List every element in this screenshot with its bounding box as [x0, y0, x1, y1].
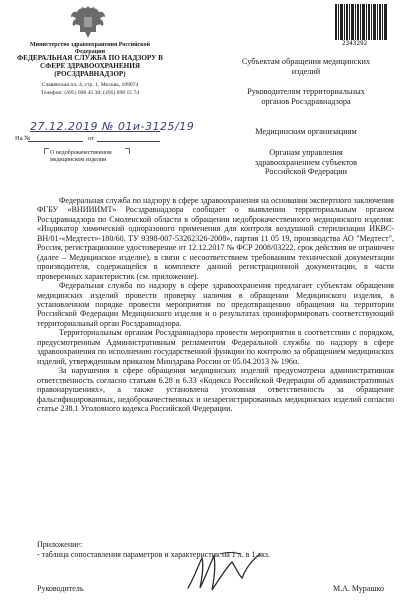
- phone-line: Телефон: (495) 698 45 38; (495) 698 15 74: [40, 89, 140, 96]
- agency-address: [15, 82, 165, 97]
- body-paragraph-4: За нарушения в сфере обращения медицинских изделий предусмотрена административная ответственность согласно статьям 6.28 и 6.33 «Кодекса Российской Федерации об административных правонарушениях», а также установлена уголовная ответственность за обращение фальсифицированных, недоброкачественных и незарегистрированных медицинских изделий согласно статье 238.1 Уголовного кодекса Российской Федерации.: [37, 366, 394, 413]
- attachment-label: Приложение:: [37, 540, 83, 549]
- letter-subject: О недоброкачественном медицинском изделии: [50, 150, 112, 163]
- barcode-number: 2343292: [342, 40, 368, 47]
- agency-name: ФЕДЕРАЛЬНАЯ СЛУЖБА ПО НАДЗОРУ В СФЕРЕ ЗДРАВООХРАНЕНИЯ (РОСЗДРАВНАДЗОР): [17, 54, 163, 78]
- recipient-3: Медицинским организациям: [255, 127, 357, 136]
- address-line: Славянская пл. 4, стр. 1, Москва, 109074: [41, 82, 139, 88]
- ot-label: от: [88, 135, 95, 142]
- signer-name: М.А. Мурашко: [333, 584, 384, 593]
- date-underline: [30, 131, 160, 132]
- na-underline: [28, 141, 83, 142]
- signer-position: Руководитель: [37, 584, 84, 593]
- ot-underline: [97, 141, 160, 142]
- barcode: [335, 4, 387, 40]
- body-paragraph-1: Федеральная служба по надзору в сфере здравоохранения на основании экспертного заключения ФГБУ «ВНИИИМТ» Росздравнадзора сообщает о выявлении территориальным органом Росздравнадзора по Смоленской области в обращении недоброкачественного медицинского изделия: «Индикатор химический одноразового применения для контроля воздушной стерилизации ИКВС-ВН/01-«Медтест»-180/60. ТУ 9398-007-53262326-2008», партия 11 05 19, производства АО "Медтест", Россия, регистрационное удостоверение от 12.12.2017 № ФСР 2008/03222, срок действия не ограничен (далее – Медицинское изделие), в связи с несоответствием требованиям технической документации производителя, содержащейся в комплекте данной регистрационной документации, в части проверенных характеристик (см. приложение).: [37, 196, 394, 281]
- recipient-4: Органам управления здравоохранением субъектов Российской Федерации: [254, 148, 358, 176]
- body-paragraph-3: Территориальным органам Росздравнадзора провести мероприятия в соответствии с порядком, предусмотренным Административным регламентом Федеральной службы по надзору в сфере здравоохранения по исполнению государственной функции по контролю за обращением медицинских изделий, утвержденным приказом Минздрава России от 05.04.2013 № 196н.: [37, 328, 394, 366]
- attachment-item: - таблица сопоставления параметров и характеристик на 1 л. в 1 экз.: [37, 550, 270, 559]
- letter-body: [37, 196, 394, 413]
- na-label: На №: [15, 135, 31, 142]
- recipient-1: Субъектам обращения медицинских изделий: [241, 57, 371, 76]
- handwritten-signature: [180, 548, 270, 596]
- handwritten-date-number: 27.12.2019 № 01и-3125/19: [30, 120, 195, 133]
- recipient-2: Руководителям территориальных органов Росздравнадзора: [247, 87, 365, 106]
- coat-of-arms-emblem: [67, 5, 109, 39]
- ministry-name: Министерство здравоохранения Российской Федерации: [29, 42, 151, 55]
- body-paragraph-2: Федеральная служба по надзору в сфере здравоохранения предлагает субъектам обращения медицинских изделий провести проверку наличия в обращении Медицинского изделия, в установленном порядке провести мероприятия по предотвращению обращения на территории Российской Федерации Медицинского изделия и о результатах проинформировать соответствующий территориальный орган Росздравнадзора.: [37, 281, 394, 328]
- subject-bracket-left: [44, 148, 49, 154]
